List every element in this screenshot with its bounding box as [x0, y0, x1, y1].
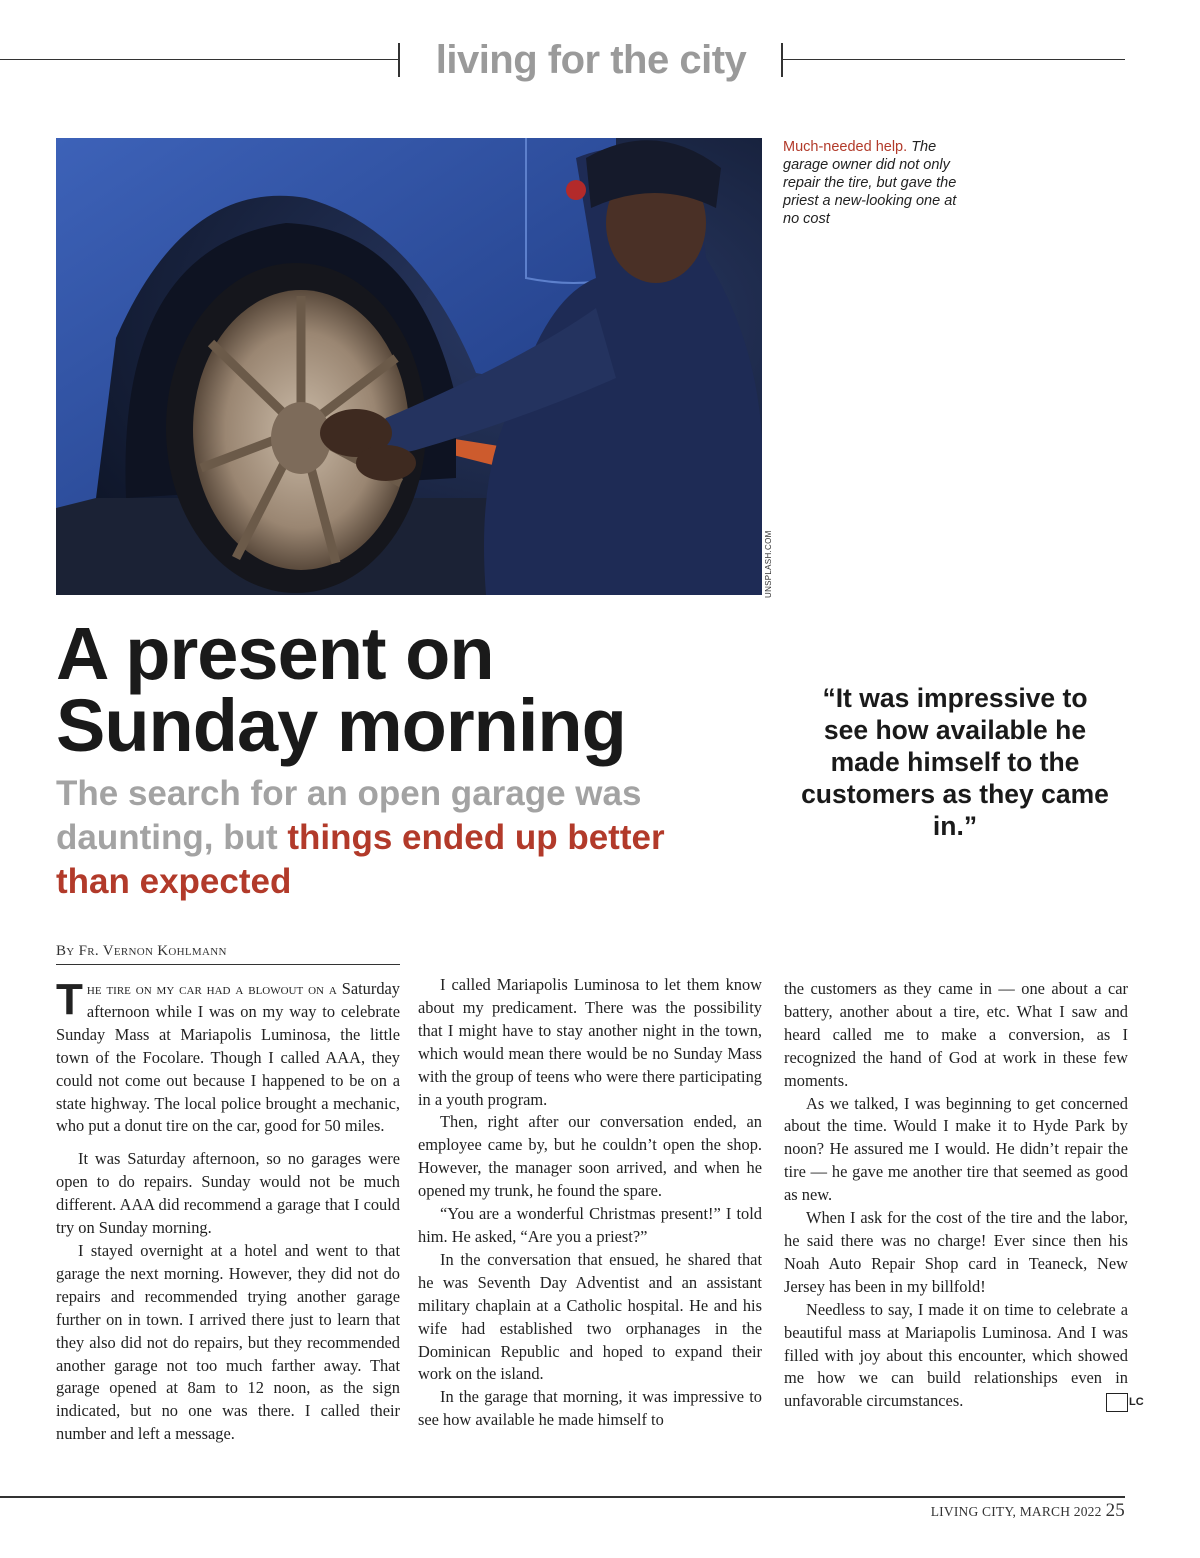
- subhead-plain: The search for an open garage was daunting, but: [56, 774, 642, 857]
- subhead-highlight: things ended up better than expected: [56, 818, 665, 901]
- byline-rule: [56, 964, 400, 965]
- paragraph-text: Saturday afternoon while I was on my way to celebrate Sunday Mass at Mariapolis Luminosa, the little town of the Focolare. Though I called AAA, they could not come out because I happened to be on a state highway. The local police brought a mechanic, who put a donut tire on the car, good for 50 miles.: [56, 979, 400, 1136]
- mechanic-repairing-tire-illustration: [56, 138, 762, 595]
- paragraph: When I ask for the cost of the tire and the labor, he said there was no charge! Ever since then his Noah Auto Repair Shop card in Teaneck, New Jersey has been in my billfold!: [784, 1208, 1128, 1296]
- paragraph: “You are a wonderful Christmas present!” I told him. He asked, “Are you a priest?”: [418, 1204, 762, 1246]
- paragraph: I stayed overnight at a hotel and went to that garage the next morning. However, they did not do repairs and recommended trying another garage further on in town. I arrived there just to learn that they also did not do repairs, but they recommended another garage not too much farther away. That garage opened at 8am to 12 noon, as the sign indicated, but no one was there. I called their number and left a message.: [56, 1240, 400, 1444]
- header-rule-right: [782, 59, 1125, 60]
- publication-name: LIVING CITY, MARCH 2022: [930, 1504, 1102, 1519]
- paragraph: As we talked, I was beginning to get concerned about the time. Would I make it to Hyde Park by noon? He assured me I would. He didn’t repair the tire — he gave me another tire that seemed as good as new.: [784, 1093, 1128, 1205]
- paragraph: the customers as they came in — one about a car battery, another about a tire, etc. What I saw and heard called me to make a conversion, as I recognized the hand of God at work in these few moments.: [784, 979, 1128, 1090]
- paragraph: [784, 1299, 1144, 1414]
- header-rule-left: [0, 59, 400, 60]
- article-column-3: [784, 978, 1144, 1413]
- paragraph: It was Saturday afternoon, so no garages were open to do repairs. Sunday would not be much different. AAA did recommend a garage that I could try on Sunday morning.: [56, 1149, 400, 1238]
- caption-lead: Much-needed help.: [783, 139, 908, 155]
- article-photo: [56, 138, 762, 595]
- article-subhead: [56, 772, 676, 904]
- byline: By Fr. Vernon Kohlmann: [56, 943, 227, 959]
- photo-credit: UNSPLASH.COM: [764, 530, 773, 598]
- pull-quote: “It was impressive to see how available he made himself to the customers as they came in.”: [801, 683, 1109, 841]
- header-tick-right: [781, 43, 783, 77]
- article-column-2: [418, 974, 762, 1432]
- paragraph: In the garage that morning, it was impressive to see how available he made himself to: [418, 1387, 762, 1430]
- caption-body: The garage owner did not only repair the tire, but gave the priest a new-looking one at no cost: [783, 139, 957, 227]
- photo-caption: [783, 138, 963, 228]
- paragraph: Then, right after our conversation ended, an employee came by, but he couldn’t open the shop. However, the manager soon arrived, and when he opened my trunk, he found the spare.: [418, 1112, 762, 1201]
- paragraph: In the conversation that ensued, he shared that he was Seventh Day Adventist and an assistant military chaplain at a Catholic hospital. He and his wife had established two orphanages in the Dominican Republic and hoped to expand their work on the island.: [418, 1249, 762, 1384]
- folio: [931, 1500, 1125, 1522]
- paragraph-text: Needless to say, I made it on time to celebrate a beautiful mass at Mariapolis Luminosa. And I was filled with joy about this encounter, which showed me how we can build relationships even in unfavorable circumstances.: [784, 1299, 1128, 1411]
- page-number: 25: [1105, 1500, 1125, 1521]
- paragraph: I called Mariapolis Luminosa to let them know about my predicament. There was the possibility that I might have to stay another night in the town, which would mean there would be no Sunday Mass with the group of teens who were there participating in a youth program.: [418, 975, 762, 1109]
- lead-in-smallcaps: he tire on my car had a blowout on a: [86, 979, 337, 998]
- article-column-1: [56, 975, 400, 1446]
- section-title: living for the city: [435, 38, 747, 82]
- footer-rule: [0, 1496, 1125, 1498]
- end-mark-icon: LC: [1106, 1393, 1128, 1412]
- paragraph: [56, 975, 400, 1138]
- article-headline: A present on Sunday morning: [56, 612, 626, 767]
- drop-cap: T: [56, 975, 83, 1024]
